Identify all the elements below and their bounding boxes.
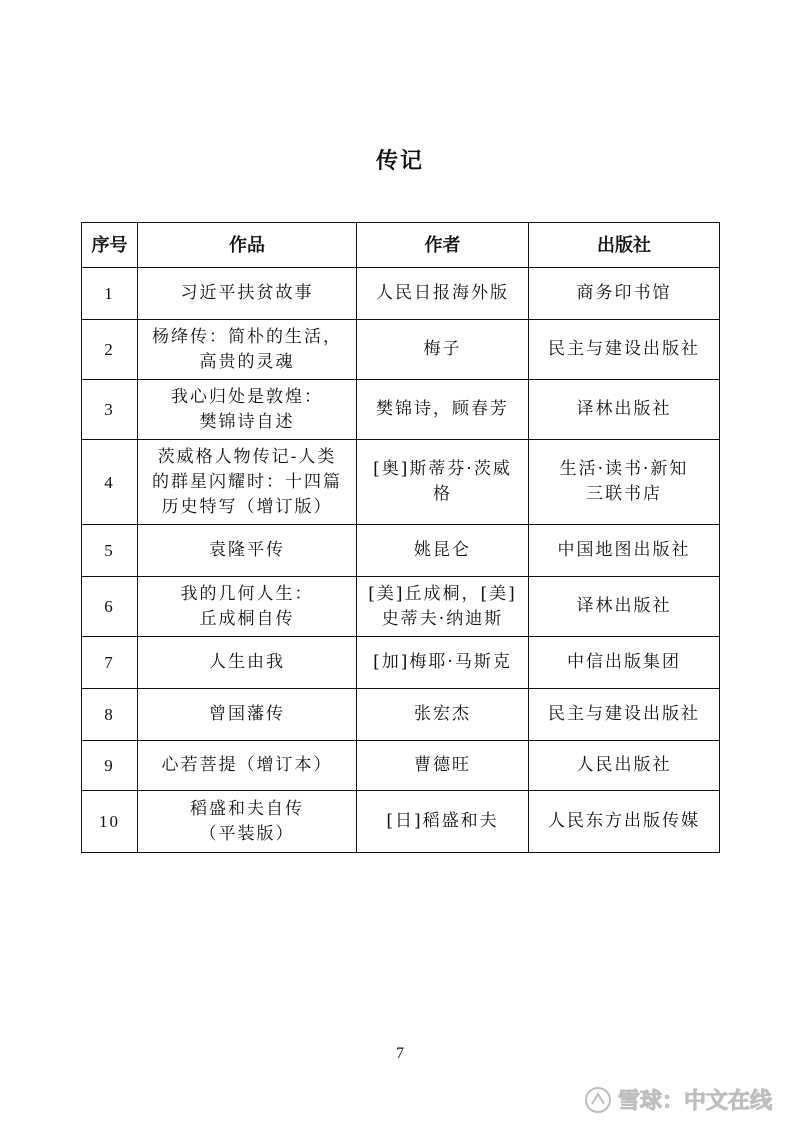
cell-publisher-line: 译林出版社 (576, 596, 672, 616)
cell-index: 1 (82, 268, 138, 320)
cell-work (138, 525, 357, 577)
cell-index: 6 (82, 577, 138, 637)
cell-publisher-line: 民主与建设出版社 (548, 339, 700, 359)
cell-publisher (529, 525, 720, 577)
cell-index: 3 (82, 380, 138, 440)
column-header-work: 作品 (138, 223, 357, 268)
column-header-author: 作者 (357, 223, 529, 268)
cell-work (138, 637, 357, 689)
cell-work-line: 我的几何人生： (180, 583, 314, 604)
biography-table (81, 222, 720, 853)
cell-index: 7 (82, 637, 138, 689)
table-row (82, 741, 720, 791)
cell-publisher-line: 译林出版社 (576, 399, 672, 419)
cell-index: 9 (82, 741, 138, 791)
table-row (82, 440, 720, 525)
cell-author-line: 史蒂夫·纳迪斯 (381, 608, 504, 629)
watermark (584, 1084, 772, 1115)
cell-author-line: 曹德旺 (414, 755, 471, 775)
table-row (82, 525, 720, 577)
cell-work (138, 577, 357, 637)
cell-publisher (529, 791, 720, 853)
cell-work-line: 人生由我 (209, 652, 285, 672)
cell-author (357, 380, 529, 440)
table-row (82, 791, 720, 853)
cell-author (357, 741, 529, 791)
cell-publisher-line: 民主与建设出版社 (548, 704, 700, 724)
cell-publisher (529, 380, 720, 440)
cell-publisher-line: 生活·读书·新知 (559, 459, 689, 479)
table-row (82, 268, 720, 320)
page-title: 传记 (375, 149, 424, 174)
cell-author (357, 577, 529, 637)
cell-work-line: 历史特写（增订版） (161, 496, 333, 517)
snowball-logo-icon (584, 1086, 612, 1114)
cell-author-line: 格 (433, 484, 452, 504)
table-row (82, 320, 720, 380)
cell-index: 5 (82, 525, 138, 577)
cell-index: 2 (82, 320, 138, 380)
cell-publisher (529, 440, 720, 525)
cell-author-line: 张宏杰 (414, 704, 471, 724)
cell-work-line: 樊锦诗自述 (199, 411, 295, 432)
cell-author (357, 525, 529, 577)
cell-work (138, 741, 357, 791)
cell-author (357, 268, 529, 320)
page-number: 7 (396, 1045, 404, 1062)
cell-work (138, 268, 357, 320)
cell-work (138, 380, 357, 440)
cell-author-line: 人民日报海外版 (376, 283, 509, 303)
cell-author-line: 姚昆仑 (414, 540, 471, 560)
cell-work-line: （平装版） (199, 823, 295, 844)
column-header-publisher: 出版社 (529, 223, 720, 268)
table-row (82, 577, 720, 637)
table-row (82, 689, 720, 741)
cell-publisher (529, 741, 720, 791)
cell-author (357, 689, 529, 741)
cell-author (357, 637, 529, 689)
cell-author-line: [日]稻盛和夫 (386, 811, 499, 831)
cell-author (357, 320, 529, 380)
table-row (82, 380, 720, 440)
cell-author (357, 440, 529, 525)
watermark-text: 雪球：中文在线 (617, 1089, 772, 1114)
cell-publisher (529, 577, 720, 637)
cell-publisher (529, 637, 720, 689)
cell-author (357, 791, 529, 853)
table-row (82, 637, 720, 689)
cell-index: 8 (82, 689, 138, 741)
cell-author-line: 樊锦诗，顾春芳 (376, 399, 509, 419)
cell-work (138, 440, 357, 525)
cell-work (138, 791, 357, 853)
cell-work-line: 茨威格人物传记-人类 (157, 446, 337, 467)
column-header-index: 序号 (82, 223, 138, 268)
cell-work (138, 689, 357, 741)
cell-publisher (529, 689, 720, 741)
cell-index: 4 (82, 440, 138, 525)
cell-publisher (529, 320, 720, 380)
cell-work-line: 心若菩提（增订本） (161, 755, 333, 775)
cell-publisher-line: 中信出版集团 (567, 652, 681, 672)
cell-author-line: [加]梅耶·马斯克 (373, 652, 512, 672)
cell-work-line: 稻盛和夫自传 (190, 798, 304, 819)
cell-work-line: 袁隆平传 (209, 540, 285, 560)
cell-publisher-line: 人民出版社 (576, 755, 672, 775)
cell-work-line: 的群星闪耀时：十四篇 (152, 471, 342, 492)
cell-publisher-line: 人民东方出版传媒 (548, 811, 700, 831)
cell-index: 10 (82, 791, 138, 853)
cell-work-line: 我心归处是敦煌： (171, 386, 323, 407)
cell-work (138, 320, 357, 380)
cell-work-line: 习近平扶贫故事 (180, 283, 314, 303)
cell-author-line: [奥]斯蒂芬·茨威 (373, 459, 512, 479)
cell-publisher (529, 268, 720, 320)
cell-publisher-line: 商务印书馆 (576, 283, 672, 303)
cell-work-line: 杨绛传：简朴的生活， (152, 326, 342, 347)
table-body (82, 268, 720, 853)
cell-work-line: 高贵的灵魂 (199, 351, 295, 372)
cell-publisher-line: 中国地图出版社 (557, 540, 691, 560)
cell-work-line: 丘成桐自传 (199, 608, 295, 629)
cell-publisher-line: 三联书店 (586, 484, 662, 504)
table-header-row (82, 223, 720, 268)
cell-author-line: [美]丘成桐，[美] (368, 583, 517, 604)
cell-work-line: 曾国藩传 (209, 704, 285, 724)
cell-author-line: 梅子 (423, 339, 462, 359)
